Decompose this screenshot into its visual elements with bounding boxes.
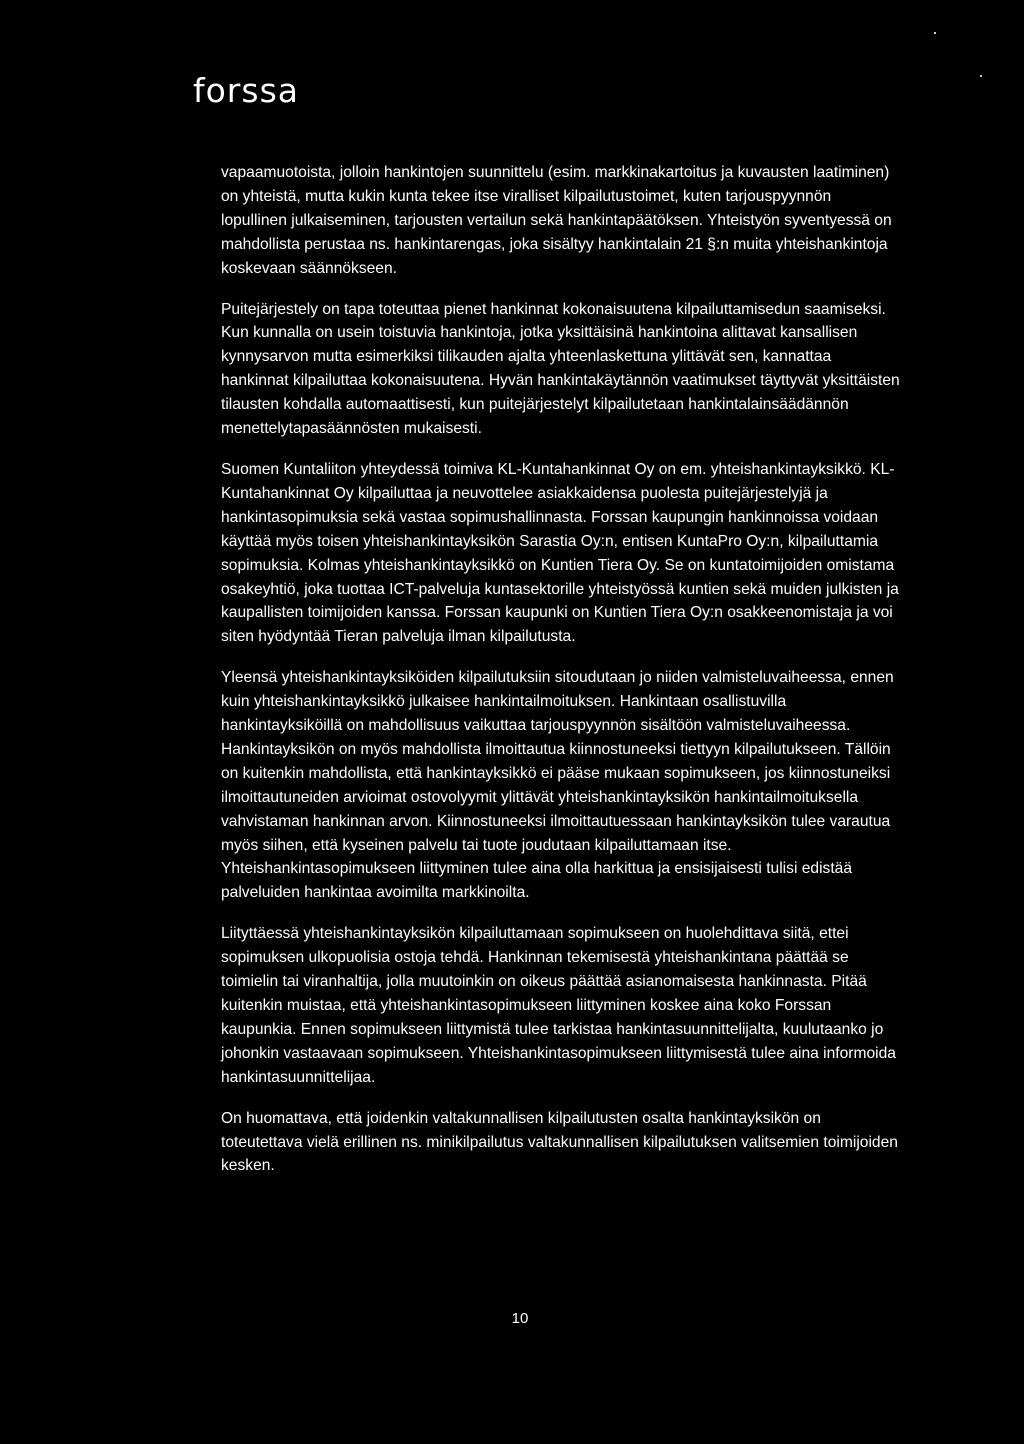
scan-speck — [934, 32, 936, 34]
paragraph: Yleensä yhteishankintayksiköiden kilpailutuksiin sitoudutaan jo niiden valmisteluvaiheessa, ennen kuin yhteishankintayksikkö julkaisee hankintailmoituksen. Hankintaan osallistuvilla hankintayksiköillä on mahdollisuus vaikuttaa tarjouspyynnön sisältöön valmisteluvaiheessa. Hankintayksikön on myös mahdollista ilmoittautua kiinnostuneeksi tiettyyn kilpailutukseen. Tällöin on kuitenkin mahdollista, että hankintayksikkö ei pääse mukaan sopimukseen, jos kiinnostuneiksi ilmoittautuneiden arvioimat ostovolyymit ylittävät yhteishankintayksikön hankintailmoituksella vahvistaman hankinnan arvon. Kiinnostuneeksi ilmoittautuessaan hankintayksikön tulee varautua myös siihen, että kyseinen palvelu tai tuote joudutaan kilpailuttamaan itse. Yhteishankintasopimukseen liittyminen tulee aina olla harkittua ja ensisijaisesti tulisi edistää palveluiden hankintaa avoimilta markkinoilta. — [221, 669, 894, 902]
forssa-logo: forssa — [193, 71, 299, 110]
paragraph: vapaamuotoista, jolloin hankintojen suunnittelu (esim. markkinakartoitus ja kuvausten laatiminen) on yhteistä, mutta kukin kunta tekee itse viralliset kilpailutustoimet, kuten tarjouspyynnön lopullinen julkaiseminen, tarjousten vertailun sekä hankintapäätöksen. Yhteistyön syventyessä on mahdollista perustaa ns. hankintarengas, joka sisältyy hankintalain 21 §:n muita yhteishankintoja koskevaan säännökseen. — [221, 164, 892, 277]
paragraph: On huomattava, että joidenkin valtakunnallisen kilpailutusten osalta hankintayksikön on toteutettava vielä erillinen ns. minikilpailutus valtakunnallisen kilpailutuksen valitsemien toimijoiden kesken. — [221, 1109, 898, 1175]
page-number: 10 — [511, 1310, 529, 1327]
paragraph: Liityttäessä yhteishankintayksikön kilpailuttamaan sopimukseen on huolehdittava siitä, ettei sopimuksen ulkopuolisia ostoja tehdä. Hankinnan tekemisestä yhteishankintana päättää se toimielin tai viranhaltija, jolla muutoinkin on oikeus päättää asianomaisesta hankinnasta. Pitää kuitenkin muistaa, että yhteishankintasopimukseen liittyminen koskee aina koko Forssan kaupunkia. Ennen sopimukseen liittymistä tulee tarkistaa hankintasuunnittelijalta, kuulutaanko jo johonkin vastaavaan sopimukseen. Yhteishankintasopimukseen liittymisestä tulee aina informoida hankintasuunnittelijaa. — [221, 925, 896, 1086]
document-body — [221, 161, 901, 1195]
paragraph: Puitejärjestely on tapa toteuttaa pienet hankinnat kokonaisuutena kilpailuttamisedun saamiseksi. Kun kunnalla on usein toistuvia hankintoja, jotka yksittäisinä hankintoina alittavat kansallisen kynnysarvon mutta esimerkiksi tilikauden ajalta yhteenlaskettuna ylittävät sen, kannattaa hankinnat kilpailuttaa kokonaisuutena. Hyvän hankintakäytännön vaatimukset täyttyvät yksittäisten tilausten kohdalla automaattisesti, kun puitejärjestelyt kilpailutetaan hankintalainsäädännön menettelytapasäännösten mukaisesti. — [221, 300, 900, 438]
paragraph: Suomen Kuntaliiton yhteydessä toimiva KL-Kuntahankinnat Oy on em. yhteishankintayksikkö. KL-Kuntahankinnat Oy kilpailuttaa ja neuvottelee asiakkaidensa puolesta puitejärjestelyjä ja hankintasopimuksia sekä vastaa sopimushallinnasta. Forssan kaupungin hankinnoissa voidaan käyttää myös toisen yhteishankintayksikön Sarastia Oy:n, entisen KuntaPro Oy:n, kilpailuttamia sopimuksia. Kolmas yhteishankintayksikkö on Kuntien Tiera Oy. Se on kuntatoimijoiden omistama osakeyhtiö, joka tuottaa ICT-palveluja kuntasektorille yhteistyössä kuntien sekä muiden julkisten ja kaupallisten toimijoiden kanssa. Forssan kaupunki on Kuntien Tiera Oy:n osakkeenomistaja ja voi siten hyödyntää Tieran palveluja ilman kilpailutusta. — [221, 460, 899, 646]
scan-speck — [980, 75, 982, 77]
